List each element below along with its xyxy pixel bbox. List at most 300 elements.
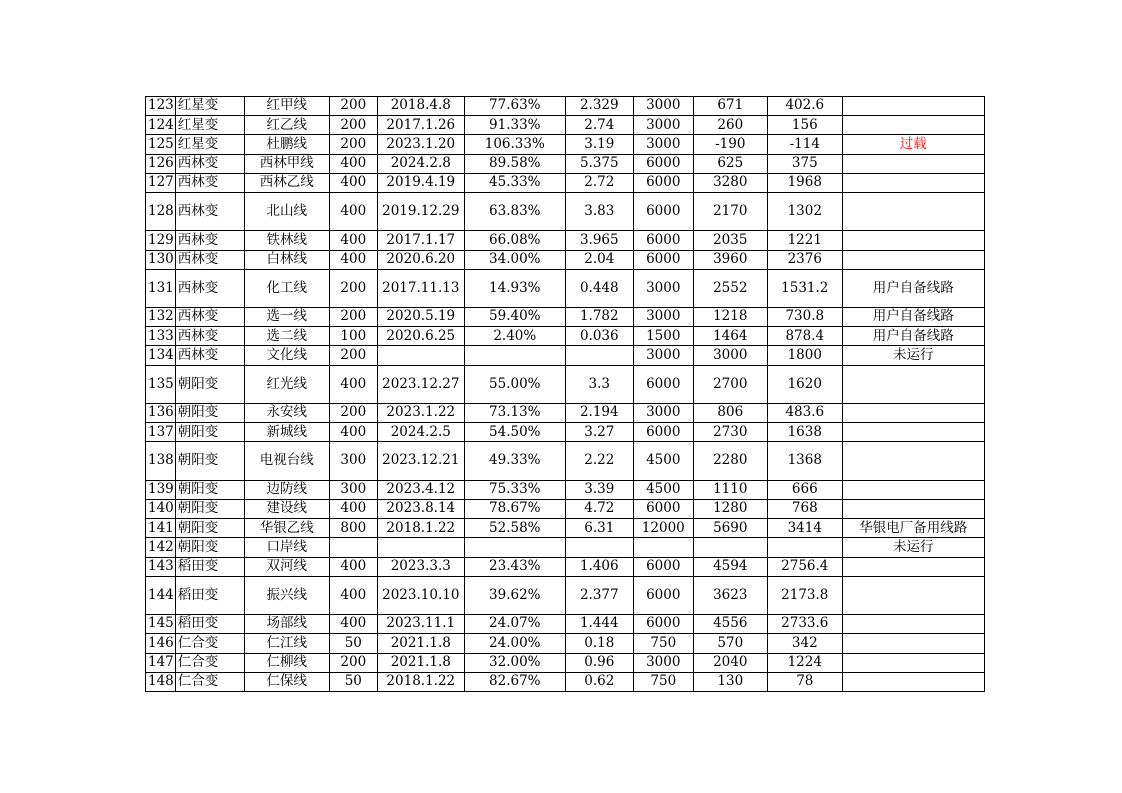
value-2-cell [633,538,693,557]
value-1-cell: 3.27 [565,423,633,442]
value-1-cell: 0.18 [565,634,633,653]
line-name-cell: 红光线 [244,365,329,403]
line-name-cell: 白林线 [244,250,329,269]
value-2-cell: 12000 [633,519,693,538]
note-cell: 华银电厂备用线路 [842,519,984,538]
substation-cell: 西林变 [175,250,244,269]
note-cell [842,634,984,653]
load-rate-cell [464,538,565,557]
value-2-cell: 3000 [633,116,693,135]
date-cell: 2020.5.19 [377,308,464,327]
line-name-cell: 双河线 [244,557,329,576]
line-name-cell: 口岸线 [244,538,329,557]
value-4-cell: 730.8 [767,308,842,327]
substation-cell: 稻田变 [175,576,244,614]
date-cell: 2017.11.13 [377,269,464,307]
substation-cell: 红星变 [175,97,244,116]
table-row [146,346,985,365]
value-1-cell: 1.406 [565,557,633,576]
value-3-cell: 570 [693,634,767,653]
table-row [146,173,985,192]
value-2-cell: 3000 [633,135,693,154]
value-4-cell: 878.4 [767,327,842,346]
note-cell [842,365,984,403]
value-4-cell: 1800 [767,346,842,365]
value-2-cell: 750 [633,634,693,653]
value-4-cell: 1368 [767,442,842,480]
value-1-cell: 2.74 [565,116,633,135]
value-3-cell: 671 [693,97,767,116]
line-name-cell: 杜鹏线 [244,135,329,154]
table-row [146,576,985,614]
row-number-cell: 146 [146,634,176,653]
note-cell [842,173,984,192]
note-cell: 未运行 [842,346,984,365]
capacity-cell: 200 [329,308,377,327]
value-4-cell: 1620 [767,365,842,403]
load-rate-cell: 89.58% [464,154,565,173]
value-3-cell: 2170 [693,192,767,230]
value-2-cell: 6000 [633,423,693,442]
note-cell: 未运行 [842,538,984,557]
substation-cell: 仁合变 [175,672,244,691]
value-2-cell: 6000 [633,576,693,614]
capacity-cell: 400 [329,500,377,519]
substation-cell: 稻田变 [175,615,244,634]
capacity-cell: 100 [329,327,377,346]
substation-cell: 西林变 [175,327,244,346]
capacity-cell: 300 [329,442,377,480]
table-row [146,365,985,403]
line-name-cell: 边防线 [244,480,329,499]
date-cell: 2024.2.8 [377,154,464,173]
date-cell: 2021.1.8 [377,634,464,653]
table-row [146,327,985,346]
value-4-cell: 1221 [767,231,842,250]
value-4-cell: 78 [767,672,842,691]
table-row [146,135,985,154]
note-cell [842,250,984,269]
value-4-cell [767,538,842,557]
line-name-cell: 华银乙线 [244,519,329,538]
date-cell: 2017.1.26 [377,116,464,135]
row-number-cell: 142 [146,538,176,557]
load-rate-cell: 66.08% [464,231,565,250]
line-name-cell: 仁江线 [244,634,329,653]
value-1-cell [565,346,633,365]
capacity-cell: 400 [329,576,377,614]
value-1-cell: 2.377 [565,576,633,614]
value-3-cell: 1464 [693,327,767,346]
load-rate-cell: 78.67% [464,500,565,519]
value-2-cell: 6000 [633,173,693,192]
load-rate-cell: 23.43% [464,557,565,576]
value-4-cell: 2733.6 [767,615,842,634]
row-number-cell: 132 [146,308,176,327]
date-cell: 2019.12.29 [377,192,464,230]
date-cell: 2017.1.17 [377,231,464,250]
capacity-cell: 400 [329,173,377,192]
load-rate-cell: 32.00% [464,653,565,672]
table-row [146,231,985,250]
date-cell: 2023.10.10 [377,576,464,614]
line-name-cell: 永安线 [244,404,329,423]
row-number-cell: 136 [146,404,176,423]
date-cell: 2023.12.21 [377,442,464,480]
substation-cell: 朝阳变 [175,404,244,423]
row-number-cell: 123 [146,97,176,116]
table-row [146,519,985,538]
date-cell: 2023.1.22 [377,404,464,423]
table-row [146,653,985,672]
substation-cell: 西林变 [175,154,244,173]
value-2-cell: 6000 [633,500,693,519]
value-3-cell: 2040 [693,653,767,672]
line-name-cell: 选二线 [244,327,329,346]
value-4-cell: 2756.4 [767,557,842,576]
load-rate-cell: 82.67% [464,672,565,691]
note-cell: 用户自备线路 [842,308,984,327]
value-2-cell: 6000 [633,250,693,269]
value-1-cell: 2.329 [565,97,633,116]
note-cell [842,192,984,230]
capacity-cell: 400 [329,231,377,250]
substation-cell: 红星变 [175,116,244,135]
line-name-cell: 场部线 [244,615,329,634]
value-2-cell: 4500 [633,480,693,499]
load-rate-cell: 52.58% [464,519,565,538]
table-row [146,557,985,576]
row-number-cell: 131 [146,269,176,307]
capacity-cell: 200 [329,97,377,116]
value-2-cell: 1500 [633,327,693,346]
note-cell [842,557,984,576]
value-1-cell: 5.375 [565,154,633,173]
value-4-cell: 402.6 [767,97,842,116]
value-3-cell: 806 [693,404,767,423]
row-number-cell: 125 [146,135,176,154]
line-name-cell: 红乙线 [244,116,329,135]
value-1-cell: 0.448 [565,269,633,307]
value-1-cell: 3.965 [565,231,633,250]
capacity-cell: 400 [329,557,377,576]
load-rate-cell: 59.40% [464,308,565,327]
load-rate-cell: 106.33% [464,135,565,154]
value-3-cell: 3960 [693,250,767,269]
date-cell: 2023.1.20 [377,135,464,154]
load-rate-cell: 63.83% [464,192,565,230]
value-1-cell: 6.31 [565,519,633,538]
date-cell [377,346,464,365]
table-row [146,500,985,519]
value-2-cell: 3000 [633,404,693,423]
value-3-cell: 2552 [693,269,767,307]
note-cell: 用户自备线路 [842,327,984,346]
substation-cell: 朝阳变 [175,538,244,557]
substation-cell: 稻田变 [175,557,244,576]
date-cell: 2024.2.5 [377,423,464,442]
value-1-cell: 2.22 [565,442,633,480]
substation-cell: 西林变 [175,269,244,307]
capacity-cell: 300 [329,480,377,499]
table-row [146,97,985,116]
capacity-cell: 200 [329,653,377,672]
value-3-cell: 3000 [693,346,767,365]
value-3-cell: 2700 [693,365,767,403]
value-4-cell: 768 [767,500,842,519]
note-cell [842,615,984,634]
date-cell: 2023.3.3 [377,557,464,576]
value-3-cell: 4594 [693,557,767,576]
row-number-cell: 145 [146,615,176,634]
value-3-cell: 260 [693,116,767,135]
note-cell [842,500,984,519]
date-cell [377,538,464,557]
substation-cell: 朝阳变 [175,480,244,499]
date-cell: 2018.1.22 [377,519,464,538]
value-4-cell: 2376 [767,250,842,269]
value-4-cell: 342 [767,634,842,653]
substation-cell: 朝阳变 [175,442,244,480]
load-rate-cell: 91.33% [464,116,565,135]
substation-cell: 西林变 [175,308,244,327]
value-3-cell: -190 [693,135,767,154]
substation-cell: 朝阳变 [175,423,244,442]
load-rate-cell: 73.13% [464,404,565,423]
value-4-cell: 666 [767,480,842,499]
note-cell [842,653,984,672]
value-1-cell: 0.62 [565,672,633,691]
capacity-cell: 200 [329,404,377,423]
value-1-cell [565,538,633,557]
row-number-cell: 128 [146,192,176,230]
value-3-cell: 130 [693,672,767,691]
load-rate-cell: 55.00% [464,365,565,403]
line-name-cell: 铁林线 [244,231,329,250]
row-number-cell: 124 [146,116,176,135]
note-cell [842,231,984,250]
value-2-cell: 3000 [633,269,693,307]
value-1-cell: 4.72 [565,500,633,519]
value-2-cell: 6000 [633,231,693,250]
value-2-cell: 6000 [633,615,693,634]
row-number-cell: 127 [146,173,176,192]
value-1-cell: 3.3 [565,365,633,403]
note-cell: 过载 [842,135,984,154]
value-2-cell: 3000 [633,97,693,116]
load-rate-cell: 24.07% [464,615,565,634]
load-rate-cell: 14.93% [464,269,565,307]
value-3-cell: 625 [693,154,767,173]
value-4-cell: 1968 [767,173,842,192]
capacity-cell [329,538,377,557]
value-1-cell: 2.194 [565,404,633,423]
date-cell: 2021.1.8 [377,653,464,672]
value-3-cell: 1218 [693,308,767,327]
capacity-cell: 50 [329,672,377,691]
line-name-cell: 西林甲线 [244,154,329,173]
table-row [146,269,985,307]
capacity-cell: 200 [329,116,377,135]
line-name-cell: 振兴线 [244,576,329,614]
value-3-cell: 5690 [693,519,767,538]
substation-cell: 西林变 [175,231,244,250]
note-cell [842,154,984,173]
load-rate-cell [464,346,565,365]
line-name-cell: 建设线 [244,500,329,519]
table-body [146,97,985,692]
value-3-cell: 4556 [693,615,767,634]
note-cell [842,576,984,614]
row-number-cell: 147 [146,653,176,672]
capacity-cell: 400 [329,192,377,230]
value-4-cell: 1224 [767,653,842,672]
row-number-cell: 135 [146,365,176,403]
value-4-cell: 1302 [767,192,842,230]
value-1-cell: 0.036 [565,327,633,346]
value-3-cell: 1110 [693,480,767,499]
value-2-cell: 3000 [633,346,693,365]
line-name-cell: 新城线 [244,423,329,442]
line-name-cell: 文化线 [244,346,329,365]
value-1-cell: 2.04 [565,250,633,269]
table-row [146,116,985,135]
line-name-cell: 北山线 [244,192,329,230]
date-cell: 2020.6.25 [377,327,464,346]
value-1-cell: 1.782 [565,308,633,327]
value-1-cell: 2.72 [565,173,633,192]
row-number-cell: 141 [146,519,176,538]
line-name-cell: 红甲线 [244,97,329,116]
substation-cell: 仁合变 [175,653,244,672]
row-number-cell: 139 [146,480,176,499]
substation-cell: 红星变 [175,135,244,154]
load-rate-cell: 75.33% [464,480,565,499]
substation-cell: 西林变 [175,192,244,230]
date-cell: 2023.8.14 [377,500,464,519]
substation-cell: 朝阳变 [175,500,244,519]
row-number-cell: 137 [146,423,176,442]
value-2-cell: 750 [633,672,693,691]
line-name-cell: 西林乙线 [244,173,329,192]
line-name-cell: 电视台线 [244,442,329,480]
capacity-cell: 400 [329,250,377,269]
capacity-cell: 400 [329,423,377,442]
date-cell: 2018.4.8 [377,97,464,116]
line-name-cell: 化工线 [244,269,329,307]
value-1-cell: 3.83 [565,192,633,230]
table-row [146,192,985,230]
value-3-cell: 2730 [693,423,767,442]
table-row [146,442,985,480]
note-cell [842,97,984,116]
line-load-table [145,96,985,692]
value-3-cell: 2035 [693,231,767,250]
row-number-cell: 140 [146,500,176,519]
row-number-cell: 133 [146,327,176,346]
note-cell [842,442,984,480]
note-cell: 用户自备线路 [842,269,984,307]
value-2-cell: 3000 [633,653,693,672]
note-cell [842,672,984,691]
date-cell: 2023.4.12 [377,480,464,499]
note-cell [842,480,984,499]
capacity-cell: 400 [329,615,377,634]
capacity-cell: 400 [329,365,377,403]
substation-cell: 朝阳变 [175,365,244,403]
value-1-cell: 0.96 [565,653,633,672]
capacity-cell: 800 [329,519,377,538]
value-1-cell: 3.19 [565,135,633,154]
date-cell: 2019.4.19 [377,173,464,192]
row-number-cell: 138 [146,442,176,480]
line-name-cell: 仁保线 [244,672,329,691]
table-row [146,615,985,634]
table-row [146,672,985,691]
row-number-cell: 134 [146,346,176,365]
value-4-cell: -114 [767,135,842,154]
date-cell: 2023.11.1 [377,615,464,634]
note-cell [842,404,984,423]
table-row [146,250,985,269]
capacity-cell: 200 [329,346,377,365]
value-2-cell: 3000 [633,308,693,327]
value-4-cell: 156 [767,116,842,135]
value-1-cell: 1.444 [565,615,633,634]
table-row [146,308,985,327]
capacity-cell: 200 [329,269,377,307]
note-cell [842,423,984,442]
substation-cell: 西林变 [175,173,244,192]
row-number-cell: 129 [146,231,176,250]
substation-cell: 仁合变 [175,634,244,653]
table-row [146,423,985,442]
value-4-cell: 375 [767,154,842,173]
value-4-cell: 1638 [767,423,842,442]
substation-cell: 朝阳变 [175,519,244,538]
value-3-cell: 1280 [693,500,767,519]
row-number-cell: 148 [146,672,176,691]
load-rate-cell: 24.00% [464,634,565,653]
substation-cell: 西林变 [175,346,244,365]
row-number-cell: 130 [146,250,176,269]
line-name-cell: 选一线 [244,308,329,327]
table-row [146,538,985,557]
line-name-cell: 仁柳线 [244,653,329,672]
load-rate-cell: 39.62% [464,576,565,614]
capacity-cell: 50 [329,634,377,653]
load-rate-cell: 2.40% [464,327,565,346]
value-3-cell: 2280 [693,442,767,480]
table-row [146,404,985,423]
row-number-cell: 143 [146,557,176,576]
value-3-cell: 3280 [693,173,767,192]
capacity-cell: 400 [329,154,377,173]
load-rate-cell: 45.33% [464,173,565,192]
value-1-cell: 3.39 [565,480,633,499]
load-rate-cell: 77.63% [464,97,565,116]
value-2-cell: 6000 [633,154,693,173]
load-rate-cell: 49.33% [464,442,565,480]
capacity-cell: 200 [329,135,377,154]
value-4-cell: 3414 [767,519,842,538]
row-number-cell: 144 [146,576,176,614]
value-4-cell: 483.6 [767,404,842,423]
table-row [146,154,985,173]
value-2-cell: 6000 [633,557,693,576]
value-3-cell [693,538,767,557]
value-4-cell: 2173.8 [767,576,842,614]
